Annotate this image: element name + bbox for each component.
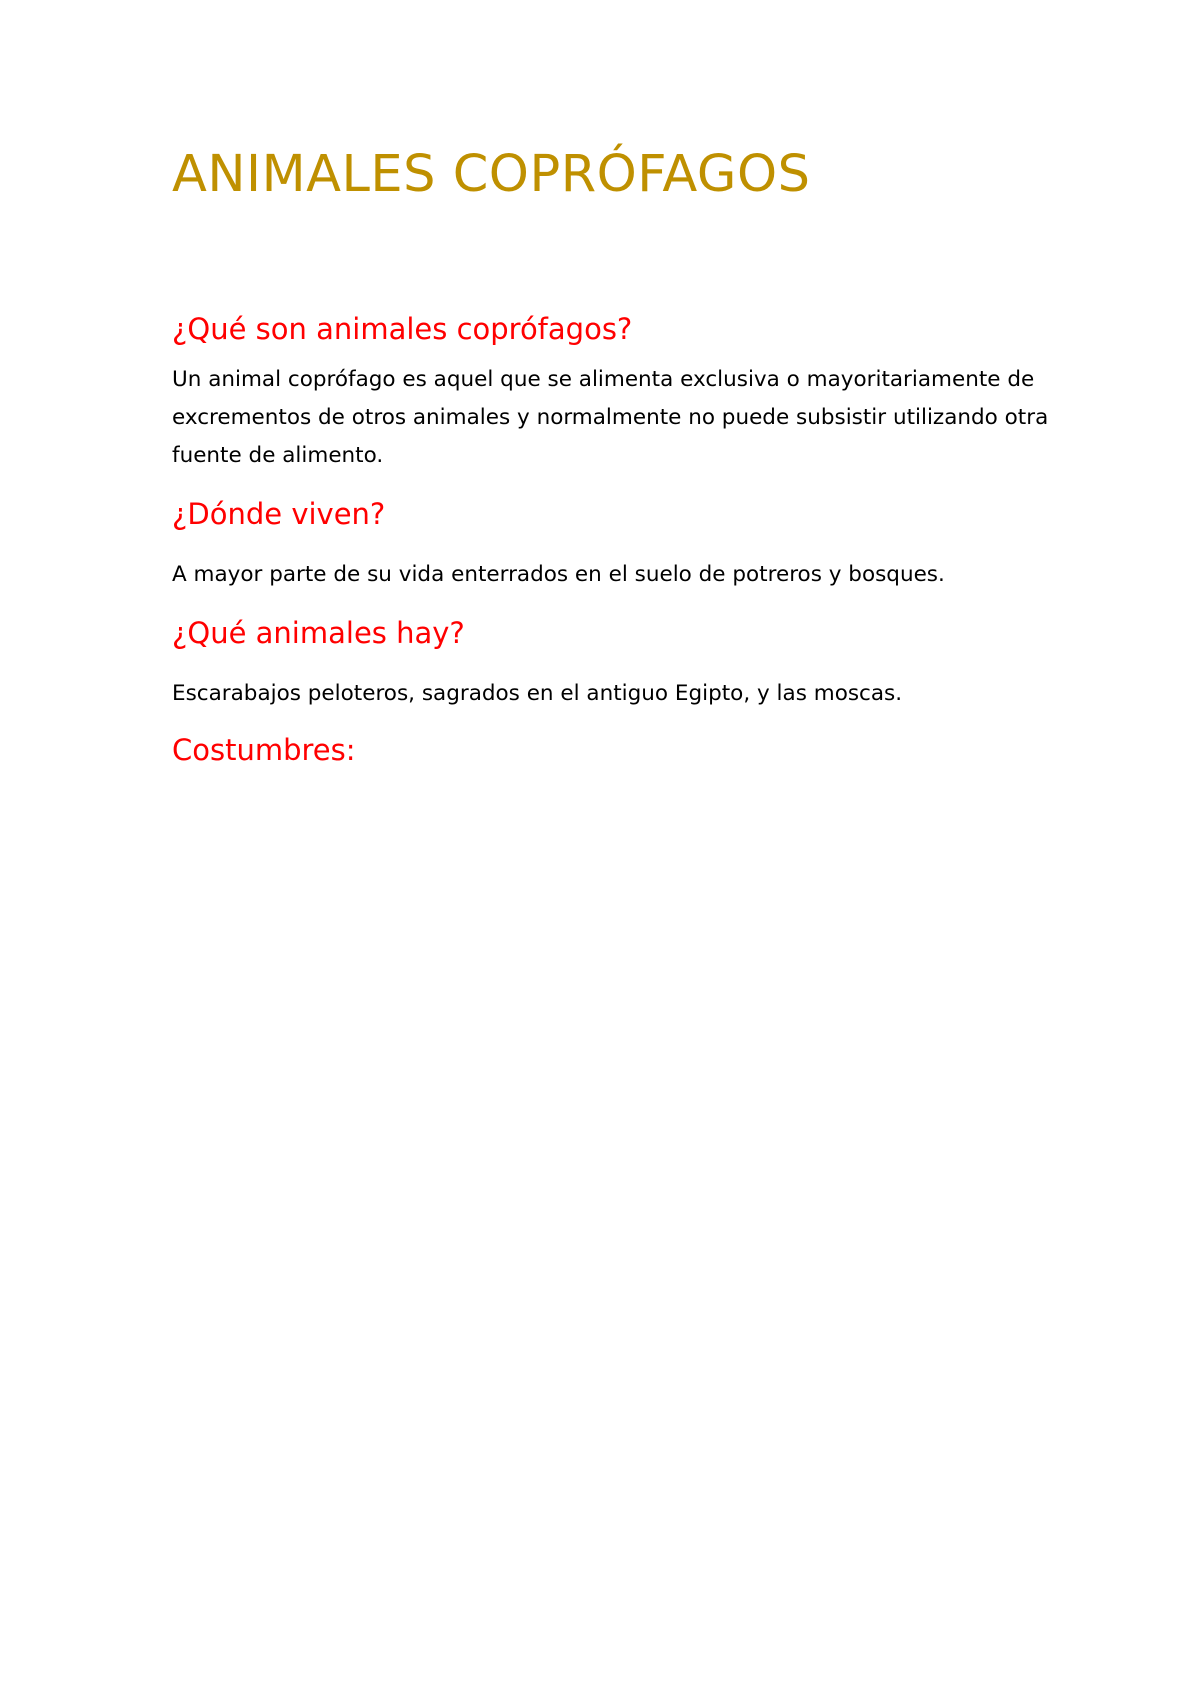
section-heading-which-animals: ¿Qué animales hay? (172, 616, 465, 650)
section-text-what-are: Un animal coprófago es aquel que se alimenta exclusiva o mayoritariamente de excrementos de otros animales y normalmente no puede subsistir utilizando otra fuente de alimento. (172, 367, 1049, 468)
document-title: ANIMALES COPRÓFAGOS (172, 145, 811, 204)
section-heading-what-are: ¿Qué son animales coprófagos? (172, 312, 633, 346)
section-heading-customs: Costumbres: (172, 733, 356, 767)
section-heading-where-live: ¿Dónde viven? (172, 497, 386, 531)
section-text-where-live: A mayor parte de su vida enterrados en el suelo de potreros y bosques. (172, 562, 945, 587)
document-content (172, 140, 1052, 770)
section-text-which-animals: Escarabajos peloteros, sagrados en el antiguo Egipto, y las moscas. (172, 681, 903, 706)
